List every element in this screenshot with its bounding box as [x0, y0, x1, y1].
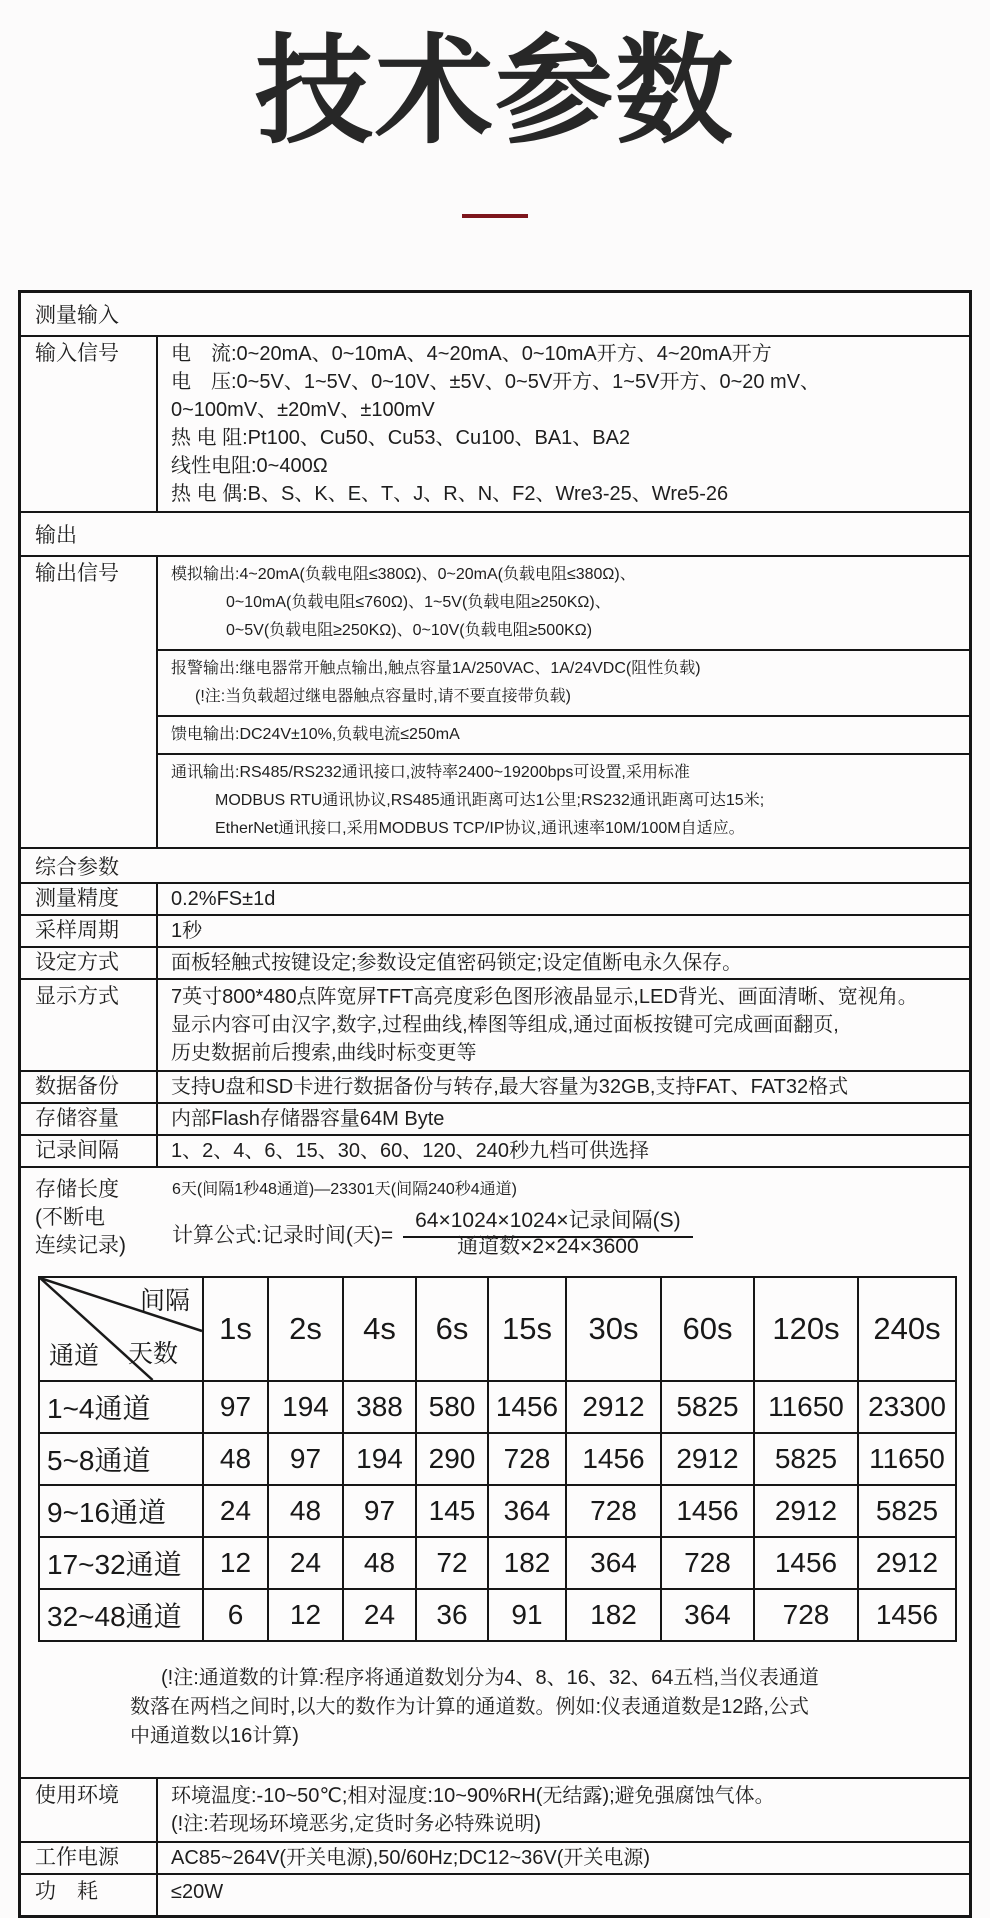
note-line: 数落在两档之间时,以大的数作为计算的通道数。例如:仪表通道数是12路,公式	[130, 1696, 809, 1718]
storage-range: 6天(间隔1秒48通道)—23301天(间隔240秒4通道)	[172, 1181, 517, 1198]
note-line: 中通道数以16计算)	[130, 1725, 299, 1747]
days-cell: 194	[268, 1381, 343, 1433]
record-days-table	[38, 1276, 957, 1642]
days-cell: 728	[488, 1433, 566, 1485]
corner-interval-label: 间隔	[139, 1287, 190, 1315]
comm-line: EtherNet通讯接口,采用MODBUS TCP/IP协议,通讯速率10M/100M自适应。	[215, 820, 745, 837]
environment-value	[158, 1779, 969, 1841]
days-table-row	[39, 1537, 956, 1589]
setting-method-value	[158, 948, 969, 978]
sample-period-value	[158, 916, 969, 946]
days-cell: 36	[416, 1589, 488, 1641]
days-cell: 11650	[754, 1381, 858, 1433]
days-cell: 2912	[754, 1485, 858, 1537]
days-cell: 364	[566, 1537, 661, 1589]
sample-period-label: 采样周期	[21, 916, 158, 946]
output-signal-value	[158, 557, 969, 847]
days-cell: 182	[566, 1589, 661, 1641]
storage-capacity-label: 存储容量	[21, 1104, 158, 1134]
days-cell: 145	[416, 1485, 488, 1537]
days-cell: 91	[488, 1589, 566, 1641]
days-table-row	[39, 1485, 956, 1537]
display-mode-value	[158, 980, 969, 1070]
comm-line: 通讯输出:RS485/RS232通讯接口,波特率2400~19200bps可设置,采用标准	[171, 764, 690, 781]
days-cell: 2912	[566, 1381, 661, 1433]
days-table-corner-cell	[39, 1277, 203, 1381]
days-col-header: 4s	[343, 1277, 416, 1381]
storage-label-line: (不断电	[35, 1206, 105, 1229]
power-consumption-value	[158, 1875, 969, 1915]
section-header-output	[21, 513, 969, 557]
days-cell: 23300	[858, 1381, 956, 1433]
days-cell: 1456	[488, 1381, 566, 1433]
section-title: 综合参数	[35, 855, 119, 879]
days-cell: 12	[203, 1537, 268, 1589]
days-cell: 72	[416, 1537, 488, 1589]
days-col-header: 60s	[661, 1277, 754, 1381]
row-data-backup	[21, 1072, 969, 1104]
measure-accuracy-label: 测量精度	[21, 884, 158, 914]
fraction-denominator: 通道数×2×24×3600	[457, 1235, 639, 1258]
days-cell: 24	[268, 1537, 343, 1589]
days-cell: 97	[203, 1381, 268, 1433]
days-cell: 388	[343, 1381, 416, 1433]
row-record-interval	[21, 1136, 969, 1168]
days-cell: 728	[566, 1485, 661, 1537]
channel-range-label: 9~16通道	[39, 1485, 203, 1537]
display-mode-label: 显示方式	[21, 980, 158, 1070]
days-table-row	[39, 1589, 956, 1641]
storage-length-label	[21, 1176, 172, 1260]
row-environment	[21, 1779, 969, 1843]
value-text: 1秒	[171, 920, 203, 942]
storage-formula	[172, 1208, 969, 1260]
days-cell: 290	[416, 1433, 488, 1485]
value-text: 1、2、4、6、15、30、60、120、240秒九档可供选择	[171, 1140, 649, 1162]
output-signal-label: 输出信号	[21, 557, 158, 847]
days-cell: 728	[754, 1589, 858, 1641]
days-cell: 1456	[566, 1433, 661, 1485]
analog-output-block	[158, 557, 969, 649]
channel-range-label: 32~48通道	[39, 1589, 203, 1641]
channel-range-label: 5~8通道	[39, 1433, 203, 1485]
power-supply-value	[158, 1843, 969, 1873]
days-table-header-row	[39, 1277, 956, 1381]
channel-count-note	[130, 1664, 969, 1751]
environment-label: 使用环境	[21, 1779, 158, 1841]
days-cell: 6	[203, 1589, 268, 1641]
days-cell: 11650	[858, 1433, 956, 1485]
days-cell: 364	[488, 1485, 566, 1537]
formula-fraction	[403, 1208, 693, 1260]
days-cell: 2912	[661, 1433, 754, 1485]
input-line: 0~100mV、±20mV、±100mV	[171, 399, 435, 421]
storage-label-line: 连续记录)	[35, 1234, 126, 1257]
days-cell: 48	[203, 1433, 268, 1485]
analog-line: 0~5V(负载电阻≥250KΩ)、0~10V(负载电阻≥500KΩ)	[226, 622, 593, 639]
input-line: 电 压:0~5V、1~5V、0~10V、±5V、0~5V开方、1~5V开方、0~20 mV、	[171, 371, 821, 393]
setting-method-label: 设定方式	[21, 948, 158, 978]
comm-output-block	[158, 753, 969, 847]
page-title: 技术参数	[254, 26, 735, 158]
section-header-measurement-input	[21, 293, 969, 337]
analog-line: 0~10mA(负载电阻≤760Ω)、1~5V(负载电阻≥250KΩ)、	[226, 594, 611, 611]
corner-days-label: 天数	[128, 1340, 179, 1368]
analog-line: 模拟输出:4~20mA(负载电阻≤380Ω)、0~20mA(负载电阻≤380Ω)、	[171, 566, 636, 583]
days-cell: 194	[343, 1433, 416, 1485]
comm-line: MODBUS RTU通讯协议,RS485通讯距离可达1公里;RS232通讯距离可达15米;	[215, 792, 765, 809]
section-header-general	[21, 849, 969, 884]
days-col-header: 15s	[488, 1277, 566, 1381]
days-cell: 728	[661, 1537, 754, 1589]
measure-accuracy-value	[158, 884, 969, 914]
value-text: 内部Flash存储器容量64M Byte	[171, 1108, 445, 1130]
days-cell: 24	[343, 1589, 416, 1641]
input-line: 热 电 阻:Pt100、Cu50、Cu53、Cu100、BA1、BA2	[171, 427, 631, 449]
row-display-mode	[21, 980, 969, 1072]
value-text: 支持U盘和SD卡进行数据备份与转存,最大容量为32GB,支持FAT、FAT32格式	[171, 1076, 849, 1098]
title-accent-line	[462, 214, 528, 218]
days-cell: 364	[661, 1589, 754, 1641]
row-power-consumption	[21, 1875, 969, 1915]
days-cell: 97	[268, 1433, 343, 1485]
display-line: 显示内容可由汉字,数字,过程曲线,棒图等组成,通过面板按键可完成画面翻页,	[171, 1014, 839, 1036]
value-text: ≤20W	[171, 1881, 224, 1903]
formula-prefix: 计算公式:记录时间(天)=	[172, 1224, 394, 1247]
row-storage-capacity	[21, 1104, 969, 1136]
value-text: AC85~264V(开关电源),50/60Hz;DC12~36V(开关电源)	[171, 1847, 651, 1869]
days-cell: 1456	[661, 1485, 754, 1537]
fraction-numerator: 64×1024×1024×记录间隔(S)	[403, 1209, 693, 1238]
input-line: 热 电 偶:B、S、K、E、T、J、R、N、F2、Wre3-25、Wre5-26	[171, 483, 729, 505]
row-setting-method	[21, 948, 969, 980]
record-interval-value	[158, 1136, 969, 1166]
alarm-line: 报警输出:继电器常开触点输出,触点容量1A/250VAC、1A/24VDC(阻性负载)	[171, 660, 701, 677]
days-col-header: 30s	[566, 1277, 661, 1381]
feed-output-block	[158, 715, 969, 753]
days-cell: 5825	[858, 1485, 956, 1537]
note-line: (!注:通道数的计算:程序将通道数划分为4、8、16、32、64五档,当仪表通道	[161, 1667, 819, 1689]
input-line: 电 流:0~20mA、0~10mA、4~20mA、0~10mA开方、4~20mA开方	[171, 343, 772, 365]
days-cell: 48	[268, 1485, 343, 1537]
days-col-header: 1s	[203, 1277, 268, 1381]
days-cell: 24	[203, 1485, 268, 1537]
display-line: 7英寸800*480点阵宽屏TFT高亮度彩色图形液晶显示,LED背光、画面清晰、宽视角。	[171, 986, 918, 1008]
row-sample-period	[21, 916, 969, 948]
feed-line: 馈电输出:DC24V±10%,负载电流≤250mA	[171, 726, 460, 743]
row-output-signal	[21, 557, 969, 849]
input-signal-label: 输入信号	[21, 337, 158, 511]
days-cell: 48	[343, 1537, 416, 1589]
environment-line: (!注:若现场环境恶劣,定货时务必特殊说明)	[171, 1813, 541, 1835]
environment-line: 环境温度:-10~50℃;相对湿度:10~90%RH(无结露);避免强腐蚀气体。	[171, 1785, 775, 1807]
input-line: 线性电阻:0~400Ω	[171, 455, 328, 477]
corner-channel-label: 通道	[49, 1342, 100, 1370]
days-cell: 1456	[754, 1537, 858, 1589]
input-signal-value	[158, 337, 969, 511]
record-interval-label: 记录间隔	[21, 1136, 158, 1166]
days-col-header: 2s	[268, 1277, 343, 1381]
days-cell: 1456	[858, 1589, 956, 1641]
days-table-row	[39, 1433, 956, 1485]
storage-length-content	[172, 1176, 969, 1260]
power-supply-label: 工作电源	[21, 1843, 158, 1873]
days-cell: 182	[488, 1537, 566, 1589]
channel-range-label: 17~32通道	[39, 1537, 203, 1589]
days-col-header: 120s	[754, 1277, 858, 1381]
row-power-supply	[21, 1843, 969, 1875]
storage-capacity-value	[158, 1104, 969, 1134]
days-cell: 580	[416, 1381, 488, 1433]
section-title: 测量输入	[35, 304, 119, 327]
days-cell: 2912	[858, 1537, 956, 1589]
section-title: 输出	[35, 524, 77, 547]
storage-length-top	[21, 1176, 969, 1260]
data-backup-label: 数据备份	[21, 1072, 158, 1102]
value-text: 0.2%FS±1d	[171, 888, 276, 910]
value-text: 面板轻触式按键设定;参数设定值密码锁定;设定值断电永久保存。	[171, 952, 743, 974]
row-storage-length	[21, 1168, 969, 1779]
channel-range-label: 1~4通道	[39, 1381, 203, 1433]
days-col-header: 6s	[416, 1277, 488, 1381]
days-cell: 97	[343, 1485, 416, 1537]
row-input-signal	[21, 337, 969, 513]
display-line: 历史数据前后搜索,曲线时标变更等	[171, 1042, 477, 1064]
spec-table	[18, 290, 972, 1918]
days-col-header: 240s	[858, 1277, 956, 1381]
storage-label-line: 存储长度	[35, 1178, 119, 1201]
power-consumption-label: 功 耗	[21, 1875, 158, 1915]
row-measure-accuracy	[21, 884, 969, 916]
days-cell: 5825	[661, 1381, 754, 1433]
alarm-output-block	[158, 649, 969, 715]
days-cell: 5825	[754, 1433, 858, 1485]
data-backup-value	[158, 1072, 969, 1102]
alarm-line: (!注:当负载超过继电器触点容量时,请不要直接带负载)	[195, 688, 571, 705]
days-table-row	[39, 1381, 956, 1433]
days-cell: 12	[268, 1589, 343, 1641]
